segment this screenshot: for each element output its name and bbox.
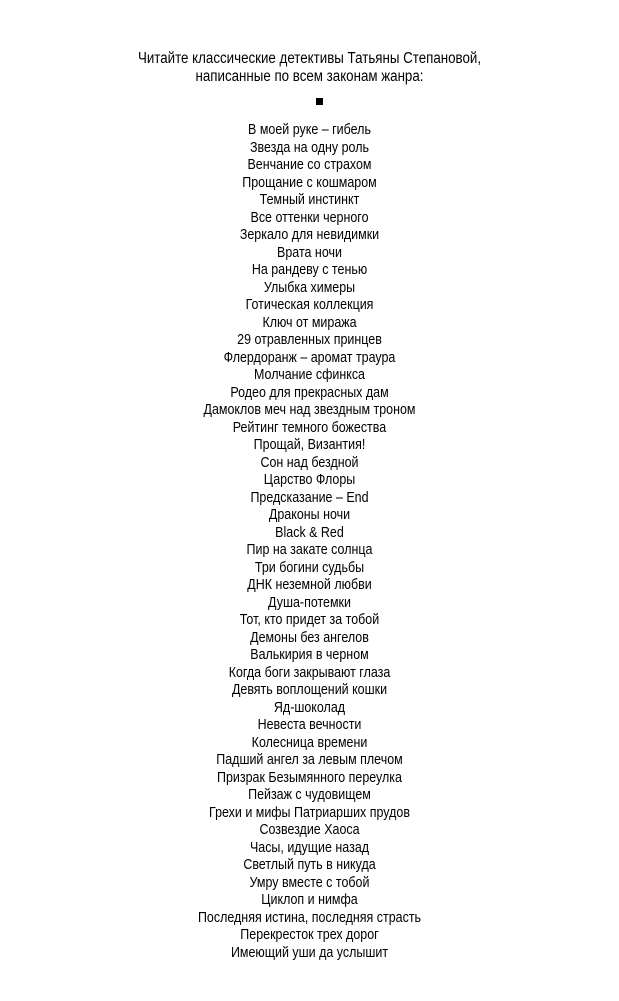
book-title-item: Имеющий уши да услышит: [230, 944, 389, 961]
book-title-item: Молчание сфинкса: [254, 367, 365, 383]
book-title-item: Пир на закате солнца: [246, 542, 373, 558]
book-title-item: Яд-шоколад: [273, 699, 346, 716]
book-title-item: Умру вместе с тобой: [249, 874, 370, 891]
intro-line-1: Читайте классические детективы Татьяны Степановой,: [137, 50, 482, 67]
book-title-item: Циклоп и нимфа: [261, 892, 358, 908]
book-title-item: Рейтинг темного божества: [232, 419, 387, 436]
book-title-item: Девять воплощений кошки: [231, 682, 388, 698]
book-title-item: Падший ангел за левым плечом: [216, 752, 403, 768]
book-title-item: В моей руке – гибель: [248, 122, 371, 138]
book-title-item: Царство Флоры: [263, 472, 356, 488]
book-title-item: Звезда на одну роль: [249, 139, 369, 156]
book-title-item: 29 отравленных принцев: [237, 332, 382, 348]
book-title-item: ДНК неземной любви: [247, 577, 372, 593]
book-title-item: Флердоранж – аромат траура: [223, 349, 396, 366]
intro-line-2: написанные по всем законам жанра:: [195, 68, 424, 85]
book-title-item: Врата ночи: [277, 244, 342, 261]
book-title-item: Темный инстинкт: [259, 192, 360, 208]
book-title-item: Улыбка химеры: [263, 279, 356, 296]
book-title-item: Когда боги закрывают глаза: [228, 664, 391, 681]
book-title-item: Тот, кто придет за тобой: [239, 612, 380, 628]
book-title-item: Светлый путь в никуда: [243, 857, 376, 873]
book-title-item: Готическая коллекция: [245, 297, 374, 313]
book-title-item: Драконы ночи: [268, 507, 351, 523]
book-title-item: Призрак Безымянного переулка: [217, 769, 402, 786]
book-title-item: Зеркало для невидимки: [239, 227, 380, 243]
book-title-item: Созвездие Хаоса: [259, 822, 360, 838]
book-title-item: Невеста вечности: [257, 717, 362, 733]
book-title-item: Последняя истина, последняя страсть: [197, 909, 422, 926]
book-title-item: Все оттенки черного: [250, 209, 369, 226]
book-title-item: Родео для прекрасных дам: [230, 384, 389, 401]
book-titles-list: [43, 122, 575, 962]
book-title-item: На рандеву с тенью: [251, 262, 368, 278]
square-bullet-icon: [316, 98, 323, 105]
book-title-item: Венчание со страхом: [247, 157, 372, 173]
book-title-item: Перекресток трех дорог: [240, 927, 379, 943]
book-title-item: Прощай, Византия!: [253, 437, 366, 453]
intro-text: [43, 50, 575, 86]
book-title-item: Колесница времени: [251, 734, 368, 751]
book-title-item: Душа-потемки: [268, 594, 351, 611]
book-title-item: Пейзаж с чудовищем: [248, 787, 371, 803]
book-title-item: Часы, идущие назад: [249, 839, 370, 856]
book-title-item: Ключ от миража: [262, 314, 357, 331]
book-title-item: Дамоклов меч над звездным троном: [203, 402, 416, 418]
book-title-item: Предсказание – End: [250, 489, 369, 506]
book-title-item: Валькирия в черном: [250, 647, 369, 663]
book-title-item: Прощание с кошмаром: [242, 174, 377, 191]
book-title-item: Демоны без ангелов: [250, 629, 369, 646]
book-title-item: Сон над бездной: [260, 454, 359, 471]
book-title-item: Три богини судьбы: [254, 559, 365, 576]
book-title-item: Black & Red: [275, 524, 344, 541]
book-title-item: Грехи и мифы Патриарших прудов: [209, 804, 410, 821]
